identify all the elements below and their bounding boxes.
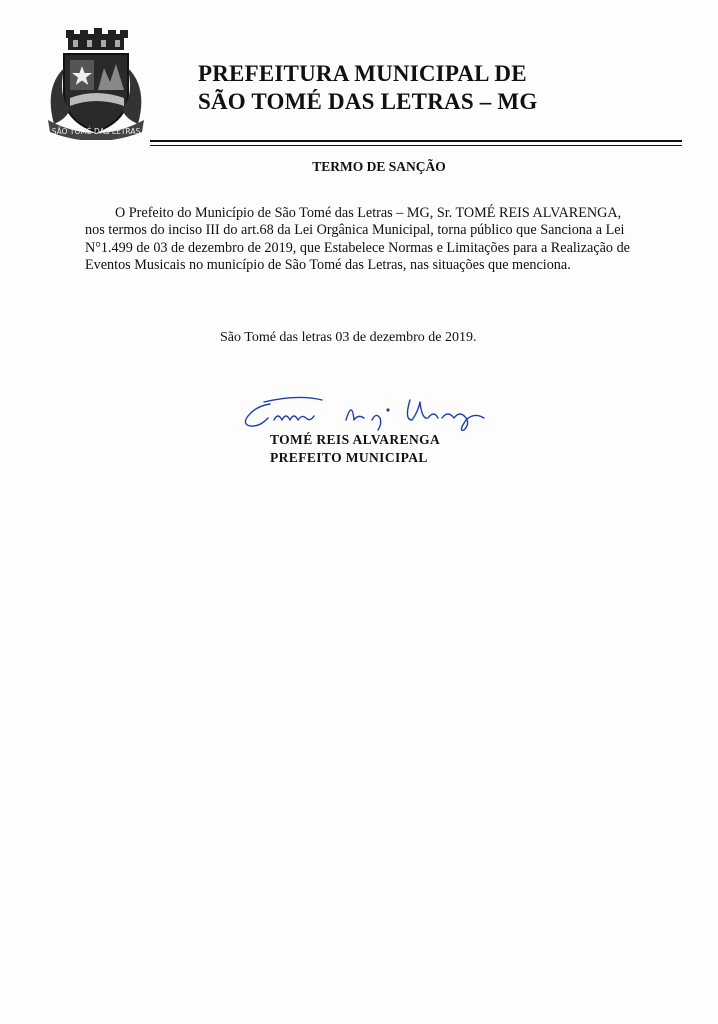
crest-motto: SÃO TOMÉ DAS LETRAS	[51, 127, 141, 136]
paragraph-line: N°1.499 de 03 de dezembro de 2019, que Estabelece Normas e Limitações para a Realização de	[85, 239, 630, 256]
header-line-1: PREFEITURA MUNICIPAL DE	[198, 61, 527, 86]
paragraph-line: O Prefeito do Município de São Tomé das Letras – MG, Sr. TOMÉ REIS ALVARENGA,	[115, 205, 622, 221]
signer-role: PREFEITO MUNICIPAL	[270, 450, 428, 465]
municipal-crest-icon	[40, 28, 152, 140]
signer-name: TOMÉ REIS ALVARENGA	[270, 432, 441, 447]
paragraph-line: nos termos do inciso III do art.68 da Lei Orgânica Municipal, torna público que Sanciona a Lei	[85, 222, 625, 239]
municipality-header	[198, 60, 537, 116]
paragraph-line: Eventos Musicais no município de São Tomé das Letras, nas situações que menciona.	[85, 257, 571, 274]
body-paragraph	[85, 205, 657, 275]
header-line-2: SÃO TOMÉ DAS LETRAS – MG	[198, 89, 538, 114]
handwritten-signature	[238, 390, 518, 438]
document-title: TERMO DE SANÇÃO	[312, 159, 446, 174]
header-rule-thick	[150, 140, 682, 142]
header-rule-thin	[150, 145, 682, 146]
date-line: São Tomé das letras 03 de dezembro de 2019.	[220, 330, 477, 345]
